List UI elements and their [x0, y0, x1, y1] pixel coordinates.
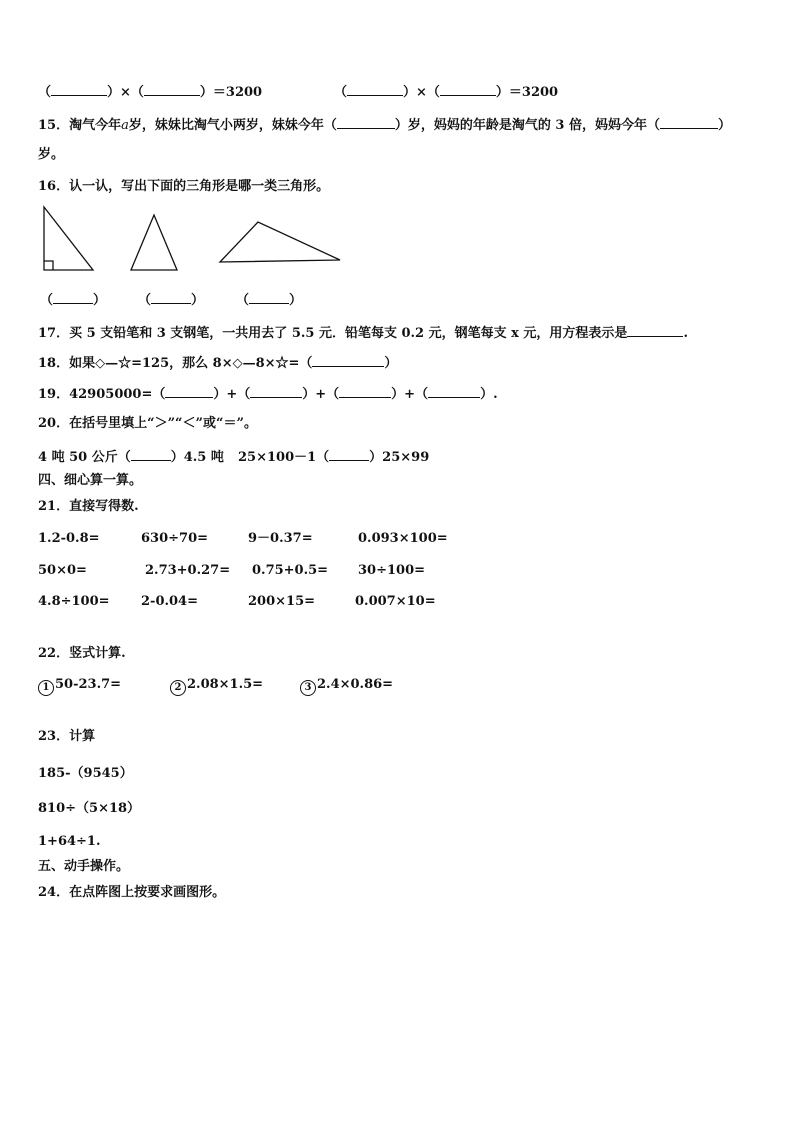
- triangle-1-answer: （ ）: [40, 293, 107, 308]
- oral-calc-cell: 2.73+0.27=: [145, 563, 231, 578]
- acute-triangle: [131, 215, 177, 270]
- vertical-calc-item-1: 1 50-23.7=: [38, 677, 121, 696]
- answer-blank[interactable]: [165, 385, 213, 398]
- answer-blank[interactable]: [249, 291, 289, 304]
- question-15-cont: 岁。: [38, 147, 65, 162]
- q14-left-equation: （ ）×（ ）＝3200: [38, 85, 263, 100]
- question-21: 21．直接写得数.: [38, 499, 139, 514]
- q14-right-equation: （ ）×（ ）＝3200: [334, 85, 559, 100]
- calc-expression: 185-（9545）: [38, 766, 133, 781]
- compare-item-1: 4 吨 50 公斤（ ）4.5 吨: [38, 450, 224, 465]
- section-4-heading: 四、细心算一算。: [38, 473, 143, 488]
- question-23: 23．计算: [38, 729, 96, 744]
- calc-expression: 810÷（5×18）: [38, 801, 141, 816]
- oral-calc-cell: 9－0.37=: [248, 531, 313, 546]
- triangle-figures: [0, 0, 794, 300]
- question-16: 16．认一认，写出下面的三角形是哪一类三角形。: [38, 179, 330, 194]
- right-angle-mark: [44, 261, 53, 270]
- answer-blank[interactable]: [250, 385, 302, 398]
- question-24: 24．在点阵图上按要求画图形。: [38, 885, 226, 900]
- circled-number: 2: [170, 680, 186, 696]
- oral-calc-cell: 4.8÷100=: [38, 594, 110, 609]
- answer-blank[interactable]: [627, 324, 683, 337]
- oral-calc-cell: 30÷100=: [358, 563, 426, 578]
- oral-calc-cell: 1.2-0.8=: [38, 531, 100, 546]
- oral-calc-cell: 50×0=: [38, 563, 87, 578]
- oral-calc-cell: 0.093×100=: [358, 531, 448, 546]
- question-19: 19．42905000=（ ）+（ ）+（ ）+（ ）.: [38, 387, 498, 402]
- question-15: 15．淘气今年a岁，妹妹比淘气小两岁，妹妹今年（ ）岁，妈妈的年龄是淘气的 3 倍，妈妈今年（ ）: [38, 118, 732, 133]
- vertical-calc-item-2: 2 2.08×1.5=: [170, 677, 263, 696]
- obtuse-triangle: [220, 222, 340, 262]
- oral-calc-cell: 630÷70=: [141, 531, 209, 546]
- circled-number: 1: [38, 680, 54, 696]
- compare-item-2: 25×100－1（ ）25×99: [238, 450, 430, 465]
- answer-blank[interactable]: [53, 291, 93, 304]
- oral-calc-cell: 2-0.04=: [141, 594, 198, 609]
- circled-number: 3: [300, 680, 316, 696]
- question-20: 20．在括号里填上“＞”“＜”或“＝”。: [38, 416, 257, 431]
- oral-calc-cell: 0.75+0.5=: [252, 563, 329, 578]
- triangle-3-answer: （ ）: [236, 293, 303, 308]
- triangle-2-answer: （ ）: [138, 293, 205, 308]
- section-5-heading: 五、动手操作。: [38, 859, 130, 874]
- question-17: 17．买 5 支铅笔和 3 支钢笔，一共用去了 5.5 元．铅笔每支 0.2 元，钢笔每支 x 元，用方程表示是 .: [38, 326, 688, 341]
- calc-expression: 1+64÷1.: [38, 834, 101, 849]
- vertical-calc-item-3: 3 2.4×0.86=: [300, 677, 393, 696]
- answer-blank[interactable]: [329, 448, 369, 461]
- answer-blank[interactable]: [312, 354, 384, 367]
- question-18: 18．如果◇—☆=125，那么 8×◇—8×☆=（ ）: [38, 356, 398, 371]
- oral-calc-cell: 200×15=: [248, 594, 316, 609]
- answer-blank[interactable]: [131, 448, 171, 461]
- answer-blank[interactable]: [428, 385, 480, 398]
- answer-blank[interactable]: [151, 291, 191, 304]
- answer-blank[interactable]: [339, 385, 391, 398]
- question-22: 22．竖式计算.: [38, 646, 126, 661]
- oral-calc-cell: 0.007×10=: [355, 594, 436, 609]
